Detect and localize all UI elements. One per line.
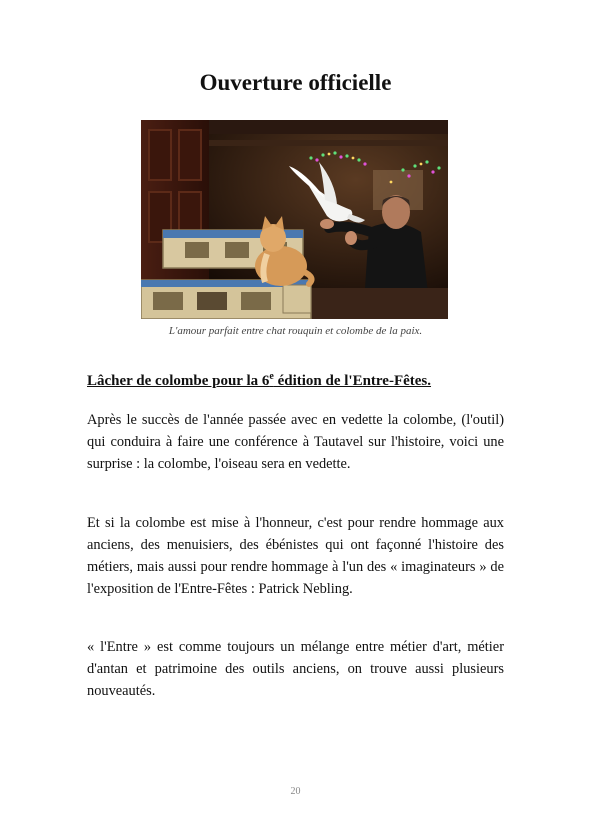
paragraph-2: Et si la colombe est mise à l'honneur, c'est pour rendre hommage aux anciens, des menuisiers, des ébénistes qui ont façonné l'histoire des métiers, mais aussi pour rendre hommage à l'un des « imaginateurs » de l'exposition de l'Entre-Fêtes : Patrick Nebling.	[87, 515, 504, 597]
section-heading-superscript: e	[269, 371, 274, 382]
page-title: Ouverture officielle	[199, 70, 392, 95]
paragraph-3: « l'Entre » est comme toujours un mélange entre métier d'art, métier d'antan et patrimoine des outils anciens, on trouve aussi plusieurs nouveautés.	[87, 639, 504, 699]
section-heading-text-end: édition de l'Entre-Fêtes.	[273, 373, 432, 389]
section-heading-text: Lâcher de colombe pour la 6	[87, 373, 270, 389]
photo-caption: L'amour parfait entre chat rouquin et colombe de la paix.	[168, 325, 423, 337]
photo-dove-release	[141, 120, 448, 319]
photo-illustration	[141, 120, 448, 319]
paragraph-1: Après le succès de l'année passée avec en vedette la colombe, (l'outil) qui conduira à faire une conférence à Tautavel sur l'histoire, voici une surprise : la colombe, l'oiseau sera en vedette.	[87, 412, 504, 472]
section-heading	[87, 371, 507, 390]
page-number: 20	[290, 786, 301, 797]
